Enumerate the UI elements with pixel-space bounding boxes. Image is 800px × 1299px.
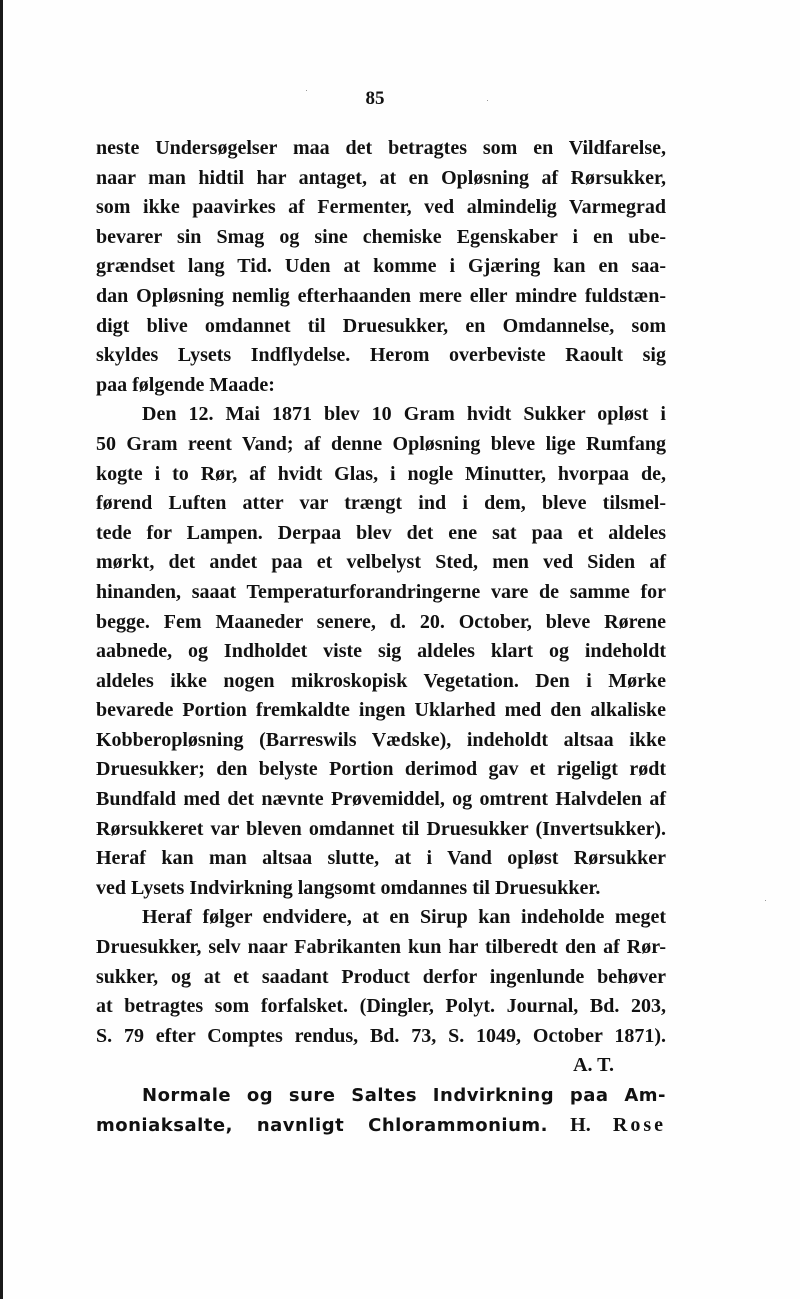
text-line: Bundfald med det nævnte Prøvemiddel, og omtrent Halvdelen af bbox=[96, 788, 666, 811]
author-name: Rose bbox=[612, 1113, 666, 1136]
text-line: 50 Gram reent Vand; af denne Opløsning bleve lige Rumfang bbox=[96, 432, 666, 455]
text-line: Kobberopløsning (Barreswils Vædske), indeholdt altsaa ikke bbox=[96, 728, 666, 751]
text-line: aabnede, og Indholdet viste sig aldeles klart og indeholdt bbox=[96, 640, 666, 663]
body-text bbox=[96, 134, 666, 1140]
text-line: hinanden, saaat Temperaturforandringerne vare de samme for bbox=[96, 580, 666, 603]
text-line: begge. Fem Maaneder senere, d. 20. October, bleve Rørene bbox=[96, 610, 666, 633]
signature: A. T. bbox=[573, 1054, 614, 1077]
text-line: paa følgende Maade: bbox=[96, 373, 275, 396]
text-line: Den 12. Mai 1871 blev 10 Gram hvidt Sukker opløst i bbox=[142, 403, 666, 426]
section-heading-text: moniaksalte, navnligt Chlorammonium. bbox=[96, 1114, 548, 1136]
text-line: kogte i to Rør, af hvidt Glas, i nogle Minutter, hvorpaa de, bbox=[96, 462, 666, 485]
text-line: Heraf kan man altsaa slutte, at i Vand opløst Rørsukker bbox=[96, 847, 666, 870]
text-line: sukker, og at et saadant Product derfor ingenlunde behøver bbox=[96, 965, 666, 988]
speck bbox=[306, 90, 307, 91]
text-line: aldeles ikke nogen mikroskopisk Vegetation. Den i Mørke bbox=[96, 669, 666, 692]
section-heading-line-1 bbox=[96, 1081, 666, 1111]
text-line: dan Opløsning nemlig efterhaanden mere eller mindre fuldstæn- bbox=[96, 284, 666, 307]
text-line: Druesukker; den belyste Portion derimod gav et rigeligt rødt bbox=[96, 758, 666, 781]
author-initial: H. bbox=[570, 1113, 591, 1136]
text-line: mørkt, det andet paa et velbelyst Sted, men ved Siden af bbox=[96, 551, 666, 574]
speck bbox=[765, 900, 766, 901]
text-line: som ikke paavirkes af Fermenter, ved almindelig Varmegrad bbox=[96, 196, 666, 219]
text-line: Heraf følger endvidere, at en Sirup kan indeholde meget bbox=[142, 906, 666, 929]
text-line: S. 79 efter Comptes rendus, Bd. 73, S. 1049, October 1871). bbox=[96, 1024, 666, 1047]
section-heading-line-2 bbox=[96, 1111, 666, 1141]
text-line: bevarer sin Smag og sine chemiske Egenskaber i en ube- bbox=[96, 225, 666, 248]
page-edge bbox=[0, 0, 3, 1299]
text-line: bevarede Portion fremkaldte ingen Uklarhed med den alkaliske bbox=[96, 699, 666, 722]
text-line: skyldes Lysets Indflydelse. Herom overbeviste Raoult sig bbox=[96, 344, 666, 367]
text-line: grændset lang Tid. Uden at komme i Gjæring kan en saa- bbox=[96, 255, 666, 278]
text-line: naar man hidtil har antaget, at en Opløsning af Rørsukker, bbox=[96, 166, 666, 189]
text-line: digt blive omdannet til Druesukker, en Omdannelse, som bbox=[96, 314, 666, 337]
text-line: Druesukker, selv naar Fabrikanten kun har tilberedt den af Rør- bbox=[96, 936, 666, 959]
text-line: førend Luften atter var trængt ind i dem, bleve tilsmel- bbox=[96, 492, 666, 515]
text-line: at betragtes som forfalsket. (Dingler, Polyt. Journal, Bd. 203, bbox=[96, 995, 666, 1018]
section-heading-text: Normale og sure Saltes Indvirkning paa Am- bbox=[142, 1085, 666, 1106]
page-number: 85 bbox=[365, 88, 385, 109]
text-line: Rørsukkeret var bleven omdannet til Druesukker (Invertsukker). bbox=[96, 817, 666, 840]
text-line: neste Undersøgelser maa det betragtes som en Vildfarelse, bbox=[96, 137, 666, 159]
text-line: ved Lysets Indvirkning langsomt omdannes til Druesukker. bbox=[96, 876, 601, 899]
text-line: tede for Lampen. Derpaa blev det ene sat paa et aldeles bbox=[96, 521, 666, 544]
speck bbox=[487, 100, 488, 101]
